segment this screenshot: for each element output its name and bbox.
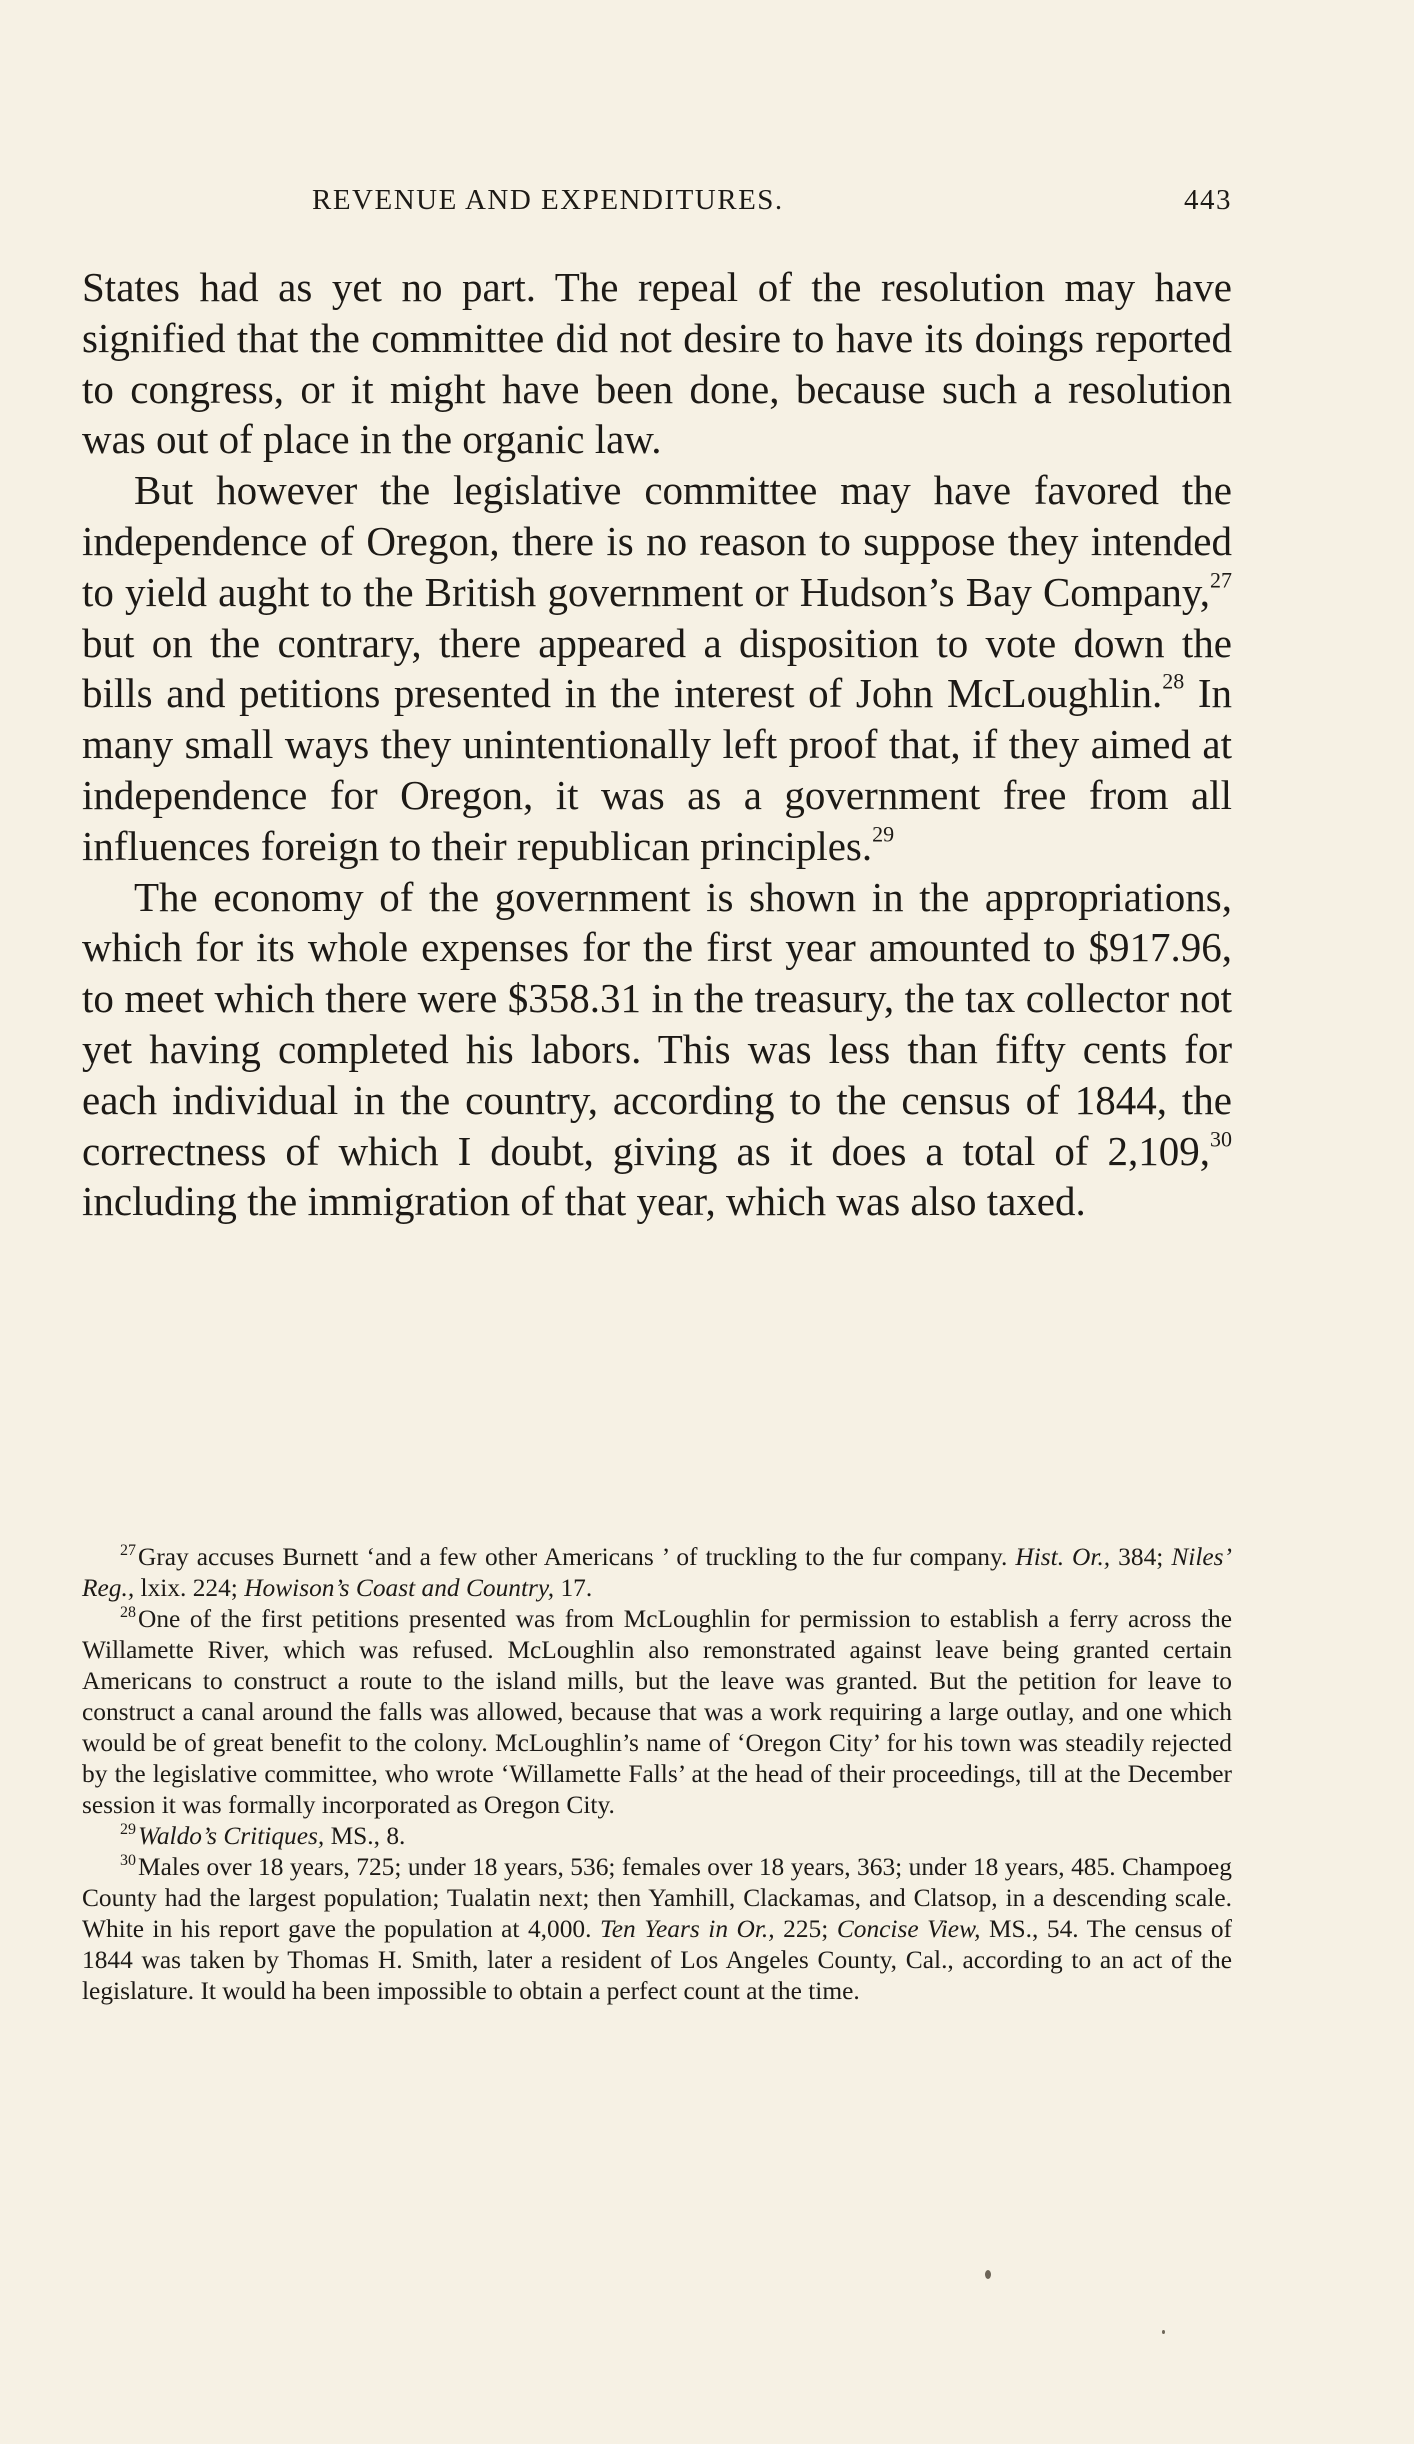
footnote-29-citation: Waldo’s Critiques, bbox=[138, 1822, 325, 1850]
footnote-28-text: One of the first petitions presented was from McLoughlin for permission to establish a ferry across the Willamette River, which was refused. McLoughlin also remonstrated against leave being granted certain Americans to construct a route to the island mills, but the leave was granted. But the petition for leave to construct a canal around the falls was allowed, because that was a work requiring a large outlay, and one which would be of great benefit to the colony. McLoughlin’s name of ‘Oregon City’ for his town was steadily rejected by the legislative committee, who wrote ‘Willamette Falls’ at the head of their proceedings, till at the December session it was formally incorporated as Oregon City. bbox=[82, 1605, 1232, 1819]
footnote-30 bbox=[82, 1852, 1232, 2007]
footnote-29-text: MS., 8. bbox=[324, 1822, 406, 1850]
footnote-29-number: 29 bbox=[120, 1821, 136, 1839]
footnote-28 bbox=[82, 1604, 1232, 1821]
paragraph-1 bbox=[82, 262, 1232, 465]
paragraph-2-text-b: but on the contrary, there appeared a disposition to vote down the bills and petitions presented in the interest of John McLoughlin. bbox=[82, 619, 1232, 717]
footnote-30-citation-2: Concise View, bbox=[836, 1915, 981, 1943]
body-text bbox=[82, 262, 1232, 1227]
running-head-title: REVENUE AND EXPENDITURES. bbox=[312, 184, 784, 216]
footnote-27 bbox=[82, 1542, 1232, 1604]
footnote-ref-30[interactable]: 30 bbox=[1210, 1125, 1232, 1151]
paper-speck bbox=[1162, 2330, 1165, 2334]
paragraph-3 bbox=[82, 872, 1232, 1228]
footnote-27-text-3: lxix. 224; bbox=[134, 1574, 245, 1602]
footnote-ref-29[interactable]: 29 bbox=[872, 821, 895, 847]
footnote-30-text-2: 225; bbox=[774, 1915, 837, 1943]
footnote-29 bbox=[82, 1821, 1232, 1852]
footnote-28-number: 28 bbox=[120, 1604, 136, 1622]
footnote-ref-28[interactable]: 28 bbox=[1162, 668, 1185, 694]
running-head bbox=[82, 184, 1232, 228]
paper-speck bbox=[985, 2270, 991, 2279]
footnote-30-text-1: Males over 18 years, 725; under 18 years, 536; females over 18 years, 363; under 18 years, 485. Champoeg County had the largest population; Tualatin next; then Yamhill, Clackamas, and Clatsop, in a descending scale. White in his report gave the population at 4,000. bbox=[82, 1853, 1232, 1943]
footnotes bbox=[82, 1542, 1232, 2007]
paragraph-2-text-c: In many small ways they unintentionally left proof that, if they aimed at independence for Oregon, it was as a government free from all influences foreign to their republican principles. bbox=[82, 670, 1232, 869]
paragraph-3-text-a: The economy of the government is shown in the appropriations, which for its whole expenses for the first year amounted to $917.96, to meet which there were $358.31 in the treasury, the tax collector not yet having completed his labors. This was less than fifty cents for each individual in the country, according to the census of 1844, the correctness of which I doubt, giving as it does a total of 2,109, bbox=[82, 873, 1232, 1174]
footnote-27-text-2: 384; bbox=[1110, 1543, 1172, 1571]
footnote-27-citation-2: Niles’ Reg., bbox=[82, 1543, 1232, 1602]
page-number: 443 bbox=[1184, 184, 1232, 216]
footnote-27-text-4: 17. bbox=[554, 1574, 593, 1602]
paragraph-3-text-b: including the immigration of that year, which was also taxed. bbox=[82, 1178, 1086, 1225]
footnote-30-text-3: MS., 54. The census of 1844 was taken by Thomas H. Smith, later a resident of Los Angeles County, Cal., according to an act of the legislature. It would ha been impossible to obtain a perfect count at the time. bbox=[82, 1915, 1233, 2005]
footnote-27-citation-1: Hist. Or., bbox=[1015, 1543, 1111, 1571]
paragraph-2-text-a: But however the legislative committee may have favored the independence of Oregon, there is no reason to suppose they intended to yield aught to the British government or Hudson’s Bay Company, bbox=[82, 467, 1232, 615]
footnote-27-number: 27 bbox=[120, 1542, 136, 1560]
footnote-27-text-1: Gray accuses Burnett ‘and a few other Americans ’ of truckling to the fur company. bbox=[138, 1543, 1016, 1571]
footnote-ref-27[interactable]: 27 bbox=[1210, 567, 1232, 593]
paragraph-1-text: States had as yet no part. The repeal of the resolution may have signified that the committee did not desire to have its doings reported to congress, or it might have been done, because such a resolution was out of place in the organic law. bbox=[82, 264, 1232, 463]
paragraph-2 bbox=[82, 465, 1232, 871]
footnote-27-citation-3: Howison’s Coast and Country, bbox=[244, 1574, 555, 1602]
footnote-30-citation-1: Ten Years in Or., bbox=[599, 1915, 775, 1943]
footnote-30-number: 30 bbox=[120, 1852, 136, 1870]
